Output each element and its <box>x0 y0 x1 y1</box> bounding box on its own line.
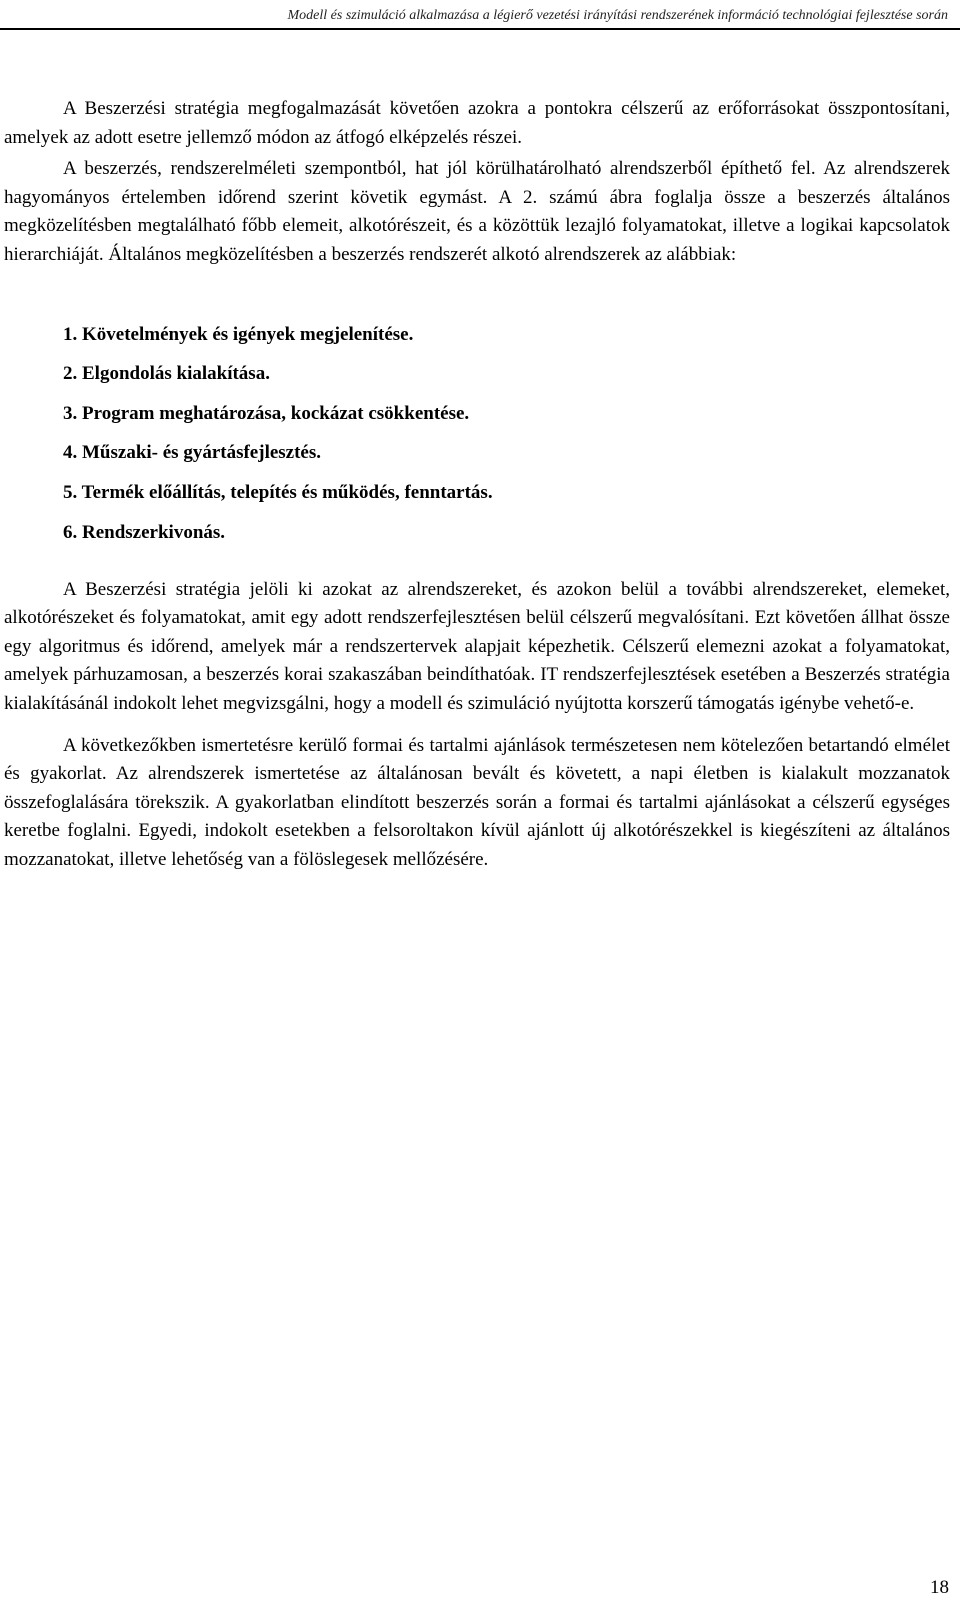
list-item: 6. Rendszerkivonás. <box>63 521 226 543</box>
page-content <box>4 95 950 874</box>
list-item: 2. Elgondolás kialakítása. <box>63 363 270 385</box>
page-number: 18 <box>930 1577 949 1598</box>
running-header-title: Modell és szimuláció alkalmazása a légierő vezetési irányítási rendszerének információ technológiai fejlesztése során <box>287 8 948 23</box>
paragraph-2: A beszerzés, rendszerelméleti szempontból, hat jól körülhatárolható alrendszerből építhető fel. Az alrendszerek hagyományos értelemben időrend szerint követik egymást. A 2. számú ábra foglalja össze a beszerzés általános megközelítésben megtalálható főbb elemeit, alkotórészeit, és a közöttük lezajló folyamatokat, illetve a logikai kapcsolatok hierarchiáját. Általános megközelítésben a beszerzés rendszerét alkotó alrendszerek az alábbiak: <box>4 158 950 265</box>
subsystem-list <box>4 324 950 543</box>
paragraph-4: A következőkben ismertetésre kerülő formai és tartalmi ajánlások természetesen nem kötelezően betartandó elmélet és gyakorlat. Az alrendszerek ismertetése az általánosan bevált és követett, a napi életben is kialakult mozzanatok összefoglalására törekszik. A gyakorlatban elindított beszerzés során a formai és tartalmi ajánlásokat a célszerű egységes keretbe foglalni. Egyedi, indokolt esetekben a felsoroltakon kívül ajánlott új alkotórészekkel is kiegészíteni az általános mozzanatokat, illetve lehetőség van a fölöslegesek mellőzésére. <box>4 734 950 870</box>
paragraph-1: A Beszerzési stratégia megfogalmazását követően azokra a pontokra célszerű az erőforrásokat összpontosítani, amelyek az adott esetre jellemző módon az átfogó elképzelés részei. <box>4 98 950 148</box>
paragraph-3: A Beszerzési stratégia jelöli ki azokat az alrendszereket, és azokon belül a további alrendszereket, elemeket, alkotórészeket és folyamatokat, amit egy adott rendszerfejlesztésen belül célszerű megvalósítani. Ezt követően állhat össze egy algoritmus és időrend, amelyek már a rendszertervek alapjait képezhetik. Célszerű elemezni azokat a folyamatokat, amelyek párhuzamosan, a beszerzés korai szakaszában beindíthatóak. IT rendszerfejlesztések esetében a Beszerzés stratégia kialakításánál indokolt lehet megvizsgálni, hogy a modell és szimuláció nyújtotta korszerű támogatás igénybe vehető-e. <box>4 578 950 714</box>
list-item: 4. Műszaki- és gyártásfejlesztés. <box>63 442 322 464</box>
list-item: 5. Termék előállítás, telepítés és működés, fenntartás. <box>63 481 493 503</box>
list-item: 1. Követelmények és igények megjelenítése. <box>63 323 414 345</box>
list-item: 3. Program meghatározása, kockázat csökkentése. <box>63 402 470 424</box>
header-divider <box>0 28 960 30</box>
